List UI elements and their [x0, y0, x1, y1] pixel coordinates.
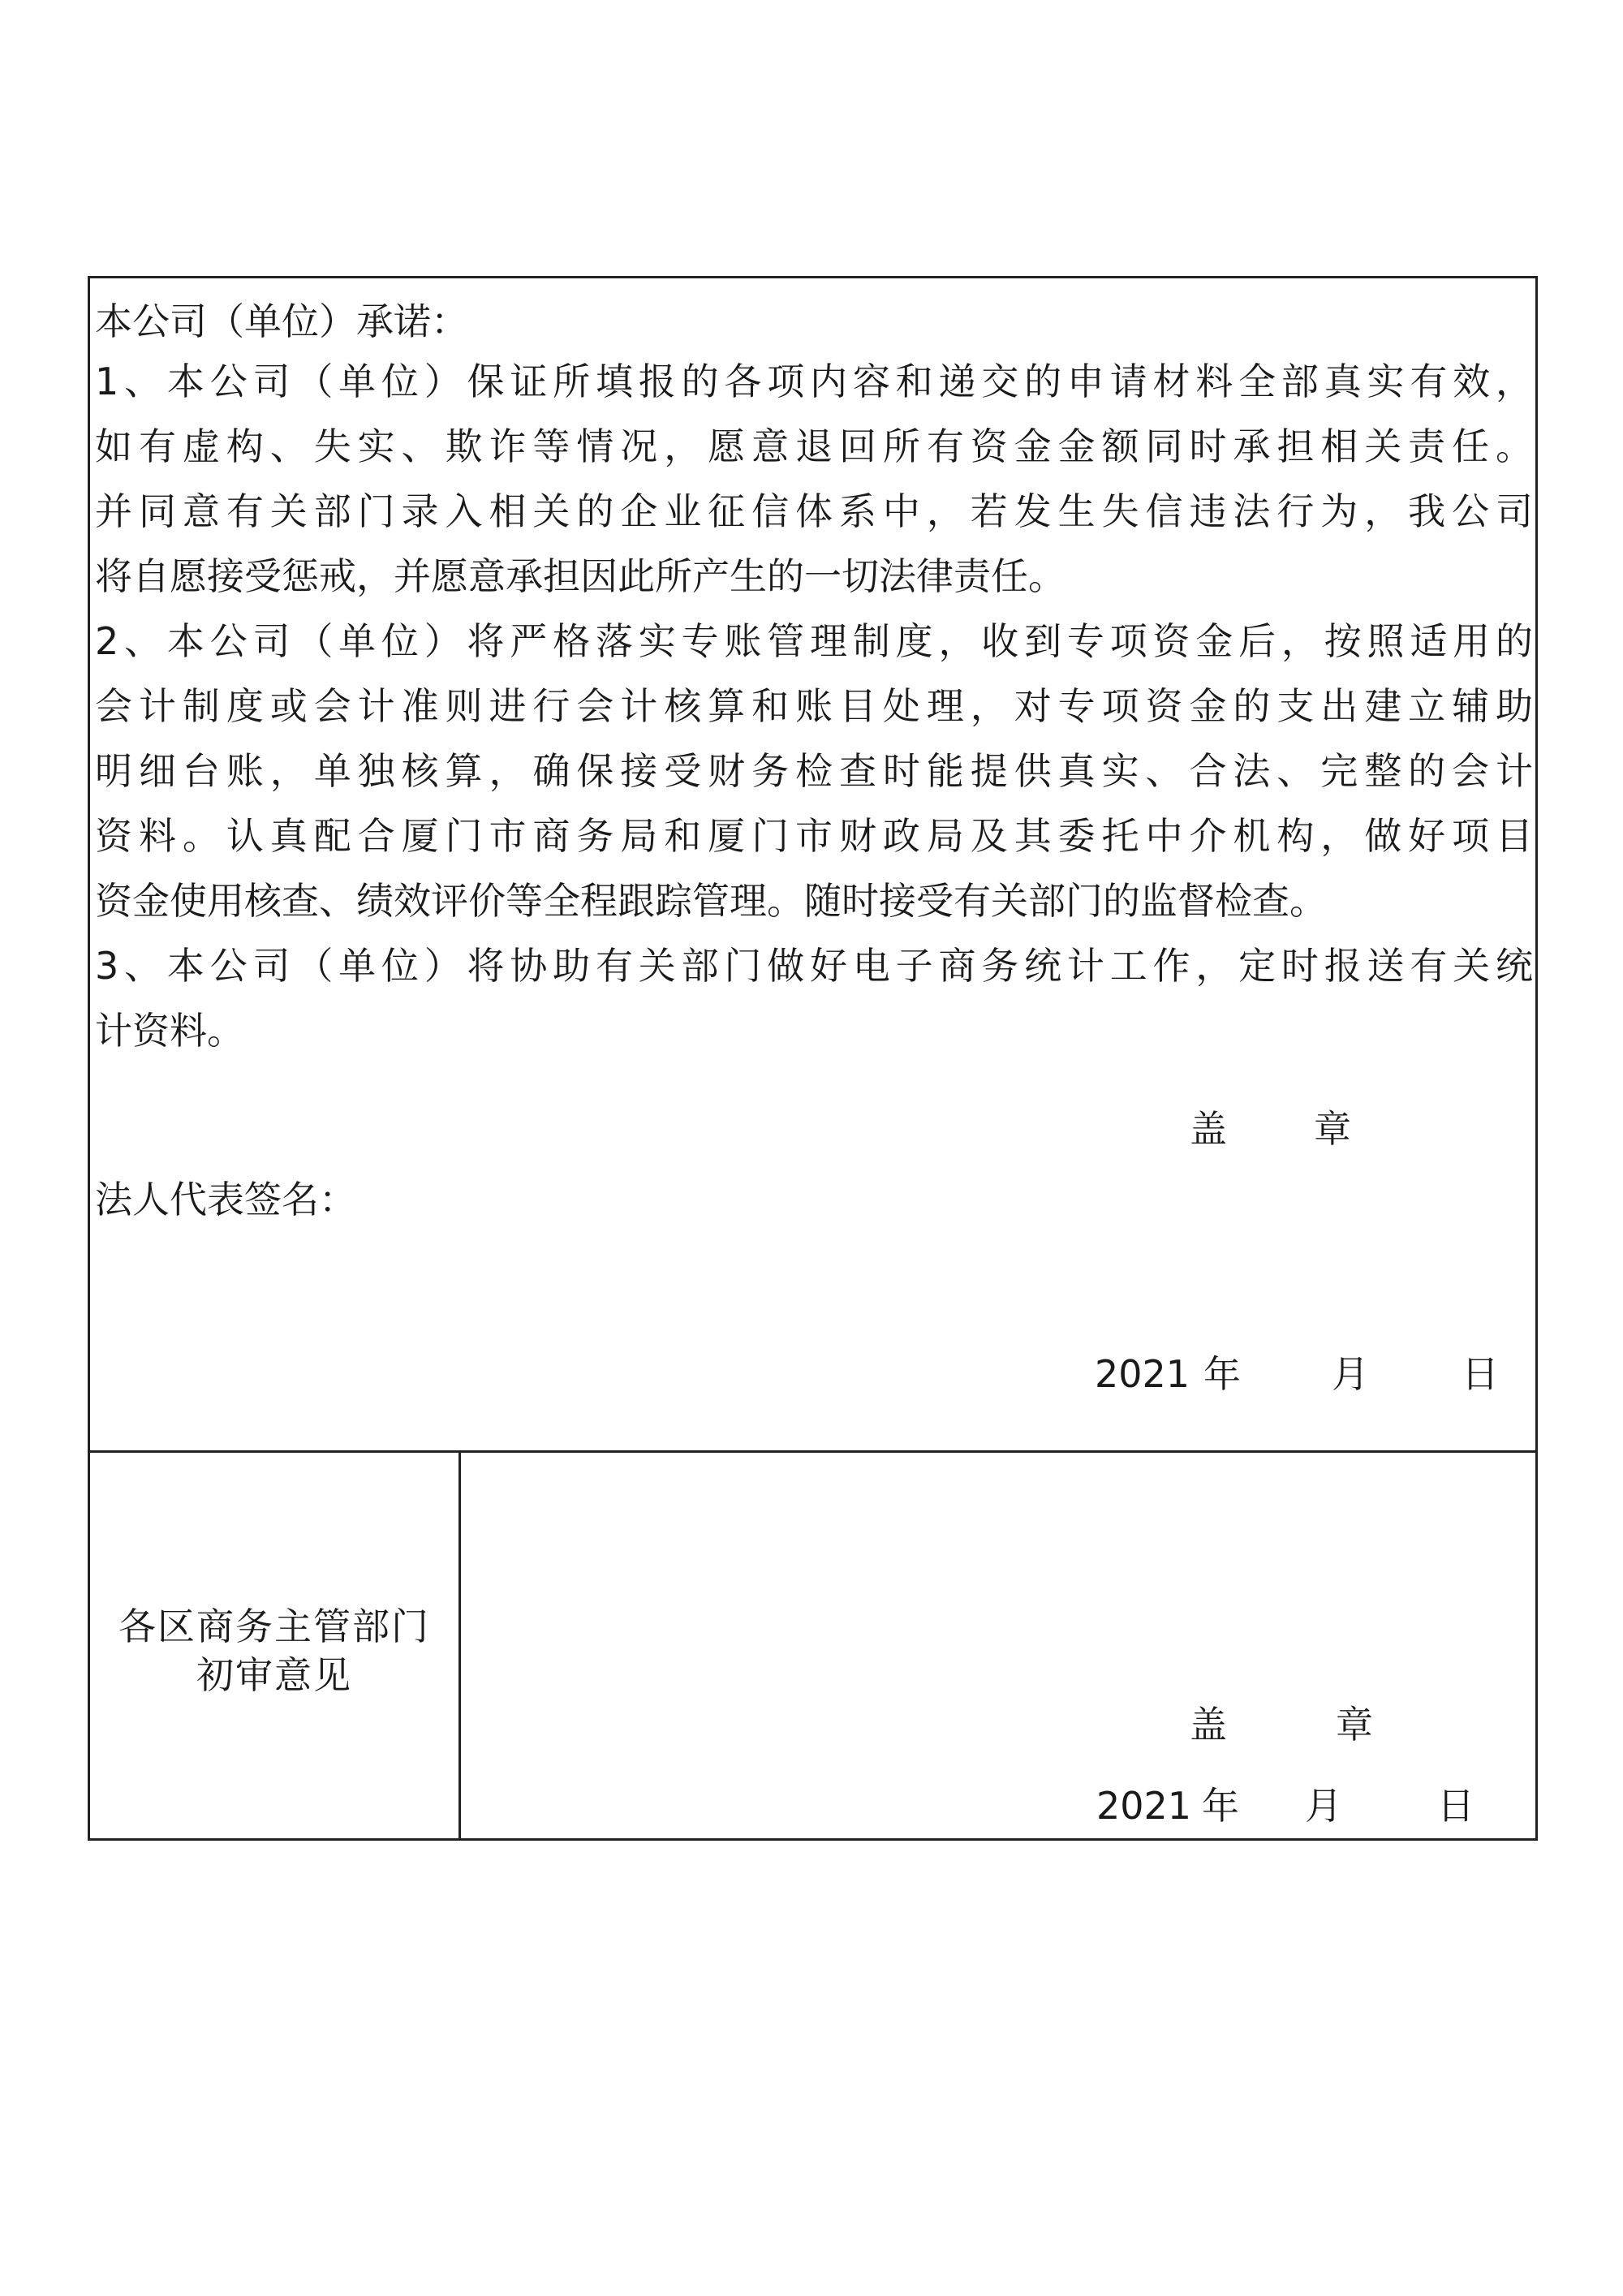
district-review-label-cell	[90, 1453, 458, 1838]
commitment-form-table	[88, 276, 1538, 1841]
district-review-label-line: 初审意见	[196, 1653, 352, 1697]
commitment-item-2-line: 明细台账，单独核算，确保接受财务检查时能提供真实、合法、完整的会计	[95, 749, 1533, 793]
date-month-unit: 月	[1332, 1352, 1369, 1396]
commitment-item-2-line: 资料。认真配合厦门市商务局和厦门市财政局及其委托中介机构，做好项目	[95, 814, 1533, 858]
district-review-label-line: 各区商务主管部门	[118, 1605, 430, 1648]
commitment-item-2-line: 2、本公司（单位）将严格落实专账管理制度，收到专项资金后，按照适用的	[95, 619, 1533, 663]
review-date-year-unit: 年	[1202, 1784, 1239, 1828]
commitment-item-2-line: 资金使用核查、绩效评价等全程跟踪管理。随时接受有关部门的监督检查。	[95, 879, 1327, 923]
review-date-year: 2021	[1096, 1784, 1192, 1828]
seal-label-left: 盖	[1190, 1107, 1227, 1151]
commitment-item-1-line: 1、本公司（单位）保证所填报的各项内容和递交的申请材料全部真实有效，	[95, 360, 1533, 403]
commitment-item-2-line: 会计制度或会计准则进行会计核算和账目处理，对专项资金的支出建立辅助	[95, 684, 1533, 728]
commitment-item-1-line: 并同意有关部门录入相关的企业征信体系中，若发生失信违法行为，我公司	[95, 489, 1533, 533]
commitment-item-3-line: 计资料。	[95, 1009, 244, 1053]
commitment-heading: 本公司（单位）承诺：	[95, 299, 468, 343]
date-year: 2021	[1095, 1352, 1190, 1396]
commitment-item-1-line: 如有虚构、失实、欺诈等情况，愿意退回所有资金金额同时承担相关责任。	[95, 424, 1533, 468]
commitment-item-1-line: 将自愿接受惩戒，并愿意承担因此所产生的一切法律责任。	[95, 554, 1065, 598]
review-seal-label-left: 盖	[1190, 1703, 1227, 1747]
review-date-month-unit: 月	[1305, 1784, 1342, 1828]
district-review-section	[90, 1453, 1535, 1838]
legal-representative-signature-label: 法人代表签名：	[95, 1178, 356, 1221]
seal-label-right: 章	[1314, 1107, 1351, 1151]
review-seal-label-right: 章	[1336, 1703, 1373, 1747]
review-date-day-unit: 日	[1437, 1784, 1474, 1828]
date-day-unit: 日	[1462, 1352, 1499, 1396]
date-year-unit: 年	[1203, 1352, 1241, 1396]
commitment-section	[90, 278, 1535, 1453]
commitment-item-3-line: 3、本公司（单位）将协助有关部门做好电子商务统计工作，定时报送有关统	[95, 944, 1533, 988]
column-divider	[458, 1453, 461, 1838]
